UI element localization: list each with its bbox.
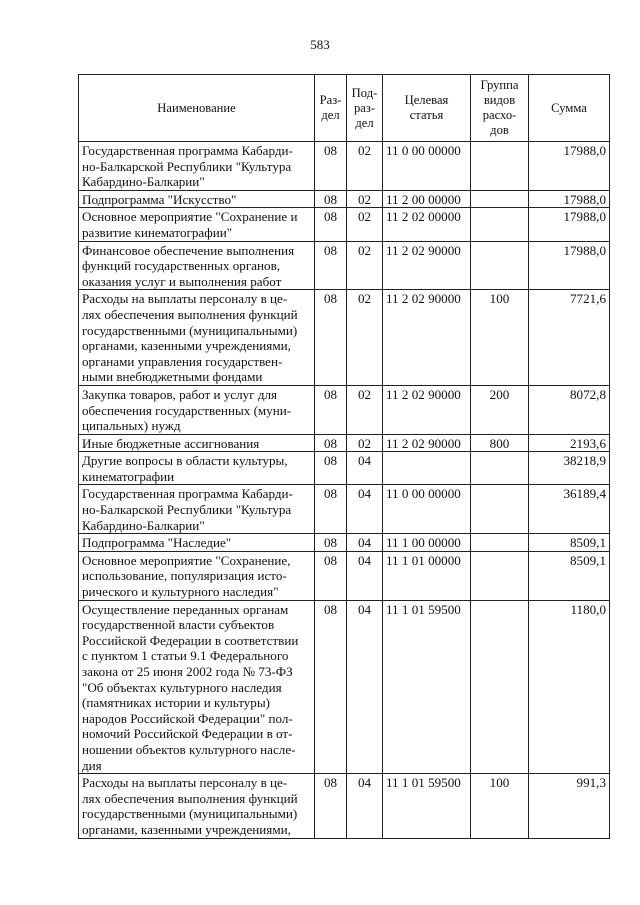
cell-expense-group <box>471 534 529 552</box>
cell-name: Иные бюджетные ассигнования <box>79 434 315 452</box>
cell-razdel: 08 <box>315 290 347 386</box>
cell-razdel: 08 <box>315 485 347 534</box>
cell-name: Расходы на выплаты персоналу в це- лях обеспечения выполнения функций государственными (муниципальными) органами, казенными учреждениями, <box>79 774 315 838</box>
table-row <box>79 385 610 434</box>
header-sum: Сумма <box>529 75 610 142</box>
cell-podrazdel: 02 <box>347 434 383 452</box>
cell-name: Государственная программа Кабарди- но-Балкарской Республики "Культура Кабардино-Балкарии" <box>79 485 315 534</box>
cell-sum: 8072,8 <box>529 385 610 434</box>
header-podrazdel: Под- раз- дел <box>347 75 383 142</box>
cell-target-article: 11 2 02 90000 <box>383 385 471 434</box>
cell-target-article: 11 2 02 90000 <box>383 290 471 386</box>
table-row <box>79 774 610 838</box>
cell-name: Государственная программа Кабарди- но-Балкарской Республики "Культура Кабардино-Балкарии" <box>79 142 315 191</box>
cell-name: Подпрограмма "Наследие" <box>79 534 315 552</box>
cell-podrazdel: 04 <box>347 774 383 838</box>
cell-expense-group <box>471 142 529 191</box>
cell-sum: 1180,0 <box>529 600 610 774</box>
cell-name: Другие вопросы в области культуры, кинематографии <box>79 452 315 485</box>
cell-target-article <box>383 452 471 485</box>
cell-name: Финансовое обеспечение выполнения функций государственных органов, оказания услуг и выполнения работ <box>79 241 315 290</box>
cell-podrazdel: 04 <box>347 452 383 485</box>
cell-name: Подпрограмма "Искусство" <box>79 190 315 208</box>
cell-podrazdel: 02 <box>347 290 383 386</box>
cell-razdel: 08 <box>315 434 347 452</box>
cell-sum: 38218,9 <box>529 452 610 485</box>
cell-name: Основное мероприятие "Сохранение и развитие кинематографии" <box>79 208 315 241</box>
cell-target-article: 11 2 02 90000 <box>383 434 471 452</box>
table-body <box>79 142 610 839</box>
table-row <box>79 600 610 774</box>
cell-podrazdel: 04 <box>347 534 383 552</box>
cell-target-article: 11 1 01 59500 <box>383 600 471 774</box>
table-row <box>79 551 610 600</box>
cell-razdel: 08 <box>315 600 347 774</box>
cell-razdel: 08 <box>315 142 347 191</box>
cell-sum: 17988,0 <box>529 208 610 241</box>
cell-razdel: 08 <box>315 208 347 241</box>
cell-podrazdel: 02 <box>347 208 383 241</box>
cell-razdel: 08 <box>315 452 347 485</box>
cell-sum: 17988,0 <box>529 190 610 208</box>
cell-razdel: 08 <box>315 774 347 838</box>
cell-target-article: 11 2 02 00000 <box>383 208 471 241</box>
cell-podrazdel: 04 <box>347 485 383 534</box>
cell-sum: 991,3 <box>529 774 610 838</box>
cell-razdel: 08 <box>315 385 347 434</box>
cell-podrazdel: 02 <box>347 241 383 290</box>
cell-name: Закупка товаров, работ и услуг для обеспечения государственных (муни- ципальных) нужд <box>79 385 315 434</box>
cell-sum: 8509,1 <box>529 551 610 600</box>
cell-sum: 17988,0 <box>529 142 610 191</box>
cell-expense-group <box>471 600 529 774</box>
header-row <box>79 75 610 142</box>
cell-expense-group <box>471 485 529 534</box>
cell-podrazdel: 02 <box>347 385 383 434</box>
cell-podrazdel: 04 <box>347 600 383 774</box>
cell-target-article: 11 1 01 59500 <box>383 774 471 838</box>
page-number: 583 <box>310 37 330 52</box>
cell-sum: 36189,4 <box>529 485 610 534</box>
table-row <box>79 241 610 290</box>
table-row <box>79 290 610 386</box>
cell-razdel: 08 <box>315 190 347 208</box>
budget-table <box>78 74 610 839</box>
cell-target-article: 11 1 01 00000 <box>383 551 471 600</box>
header-group: Группа видов расхо- дов <box>471 75 529 142</box>
cell-target-article: 11 0 00 00000 <box>383 485 471 534</box>
cell-expense-group <box>471 241 529 290</box>
cell-expense-group: 100 <box>471 290 529 386</box>
cell-razdel: 08 <box>315 534 347 552</box>
cell-expense-group <box>471 452 529 485</box>
cell-expense-group <box>471 190 529 208</box>
cell-sum: 2193,6 <box>529 434 610 452</box>
table-row <box>79 190 610 208</box>
table-row <box>79 534 610 552</box>
cell-target-article: 11 1 00 00000 <box>383 534 471 552</box>
cell-target-article: 11 0 00 00000 <box>383 142 471 191</box>
cell-podrazdel: 02 <box>347 142 383 191</box>
cell-expense-group: 200 <box>471 385 529 434</box>
cell-expense-group <box>471 551 529 600</box>
cell-target-article: 11 2 00 00000 <box>383 190 471 208</box>
cell-name: Основное мероприятие "Сохранение, использование, популяризация исто- рического и культурного наследия" <box>79 551 315 600</box>
cell-expense-group: 800 <box>471 434 529 452</box>
cell-sum: 7721,6 <box>529 290 610 386</box>
cell-name: Расходы на выплаты персоналу в це- лях обеспечения выполнения функций государственными (муниципальными) органами, казенными учреждениями, органами управления государствен- ными внебюджетными фондами <box>79 290 315 386</box>
cell-expense-group <box>471 208 529 241</box>
header-name: Наименование <box>79 75 315 142</box>
cell-podrazdel: 04 <box>347 551 383 600</box>
cell-name: Осуществление переданных органам государственной власти субъектов Российской Федерации в соответствии с пунктом 1 статьи 9.1 Федерального закона от 25 июня 2002 года № 73-ФЗ "Об объектах культурного наследия (памятниках истории и культуры) народов Российской Федерации" пол- номочий Российской Федерации в от- ношении объектов культурного насле- дия <box>79 600 315 774</box>
header-target: Целевая статья <box>383 75 471 142</box>
cell-target-article: 11 2 02 90000 <box>383 241 471 290</box>
table-row <box>79 485 610 534</box>
table-row <box>79 452 610 485</box>
table-row <box>79 142 610 191</box>
cell-razdel: 08 <box>315 241 347 290</box>
cell-expense-group: 100 <box>471 774 529 838</box>
table-row <box>79 208 610 241</box>
header-razdel: Раз- дел <box>315 75 347 142</box>
table-row <box>79 434 610 452</box>
cell-razdel: 08 <box>315 551 347 600</box>
cell-podrazdel: 02 <box>347 190 383 208</box>
cell-sum: 17988,0 <box>529 241 610 290</box>
cell-sum: 8509,1 <box>529 534 610 552</box>
